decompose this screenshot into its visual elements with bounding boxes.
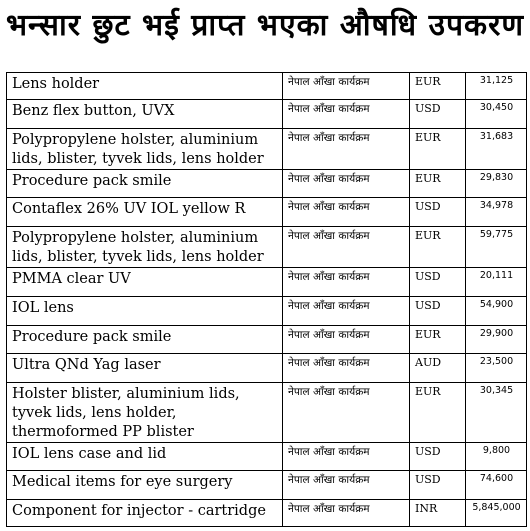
currency-cell: USD [410,297,466,326]
amount-cell: 31,125 [466,73,527,100]
table-row [7,129,527,170]
table-row [7,297,527,326]
item-cell: IOL lens [7,297,283,326]
organization-cell: नेपाल आँखा कार्यक्रम [283,170,410,198]
currency-cell: EUR [410,129,466,170]
item-cell: Holster blister, aluminium lids, tyvek lids, lens holder, thermoformed PP blister [7,383,283,443]
item-cell: Lens holder [7,73,283,100]
table-row [7,354,527,383]
amount-cell: 5,845,000 [466,500,527,527]
amount-cell: 34,978 [466,198,527,227]
amount-cell: 23,500 [466,354,527,383]
organization-cell: नेपाल आँखा कार्यक्रम [283,227,410,268]
currency-cell: USD [410,100,466,129]
item-cell: Procedure pack smile [7,170,283,198]
amount-cell: 30,450 [466,100,527,129]
amount-cell: 59,775 [466,227,527,268]
item-cell: Benz flex button, UVX [7,100,283,129]
item-cell: Procedure pack smile [7,326,283,354]
currency-cell: EUR [410,170,466,198]
table-row [7,383,527,443]
currency-cell: USD [410,268,466,297]
currency-cell: USD [410,471,466,500]
organization-cell: नेपाल आँखा कार्यक्रम [283,354,410,383]
organization-cell: नेपाल आँखा कार्यक्रम [283,500,410,527]
item-cell: PMMA clear UV [7,268,283,297]
currency-cell: USD [410,198,466,227]
organization-cell: नेपाल आँखा कार्यक्रम [283,268,410,297]
organization-cell: नेपाल आँखा कार्यक्रम [283,100,410,129]
amount-cell: 31,683 [466,129,527,170]
table-row [7,326,527,354]
table-row [7,227,527,268]
currency-cell: EUR [410,73,466,100]
organization-cell: नेपाल आँखा कार्यक्रम [283,471,410,500]
item-cell: Polypropylene holster, aluminium lids, blister, tyvek lids, lens holder [7,129,283,170]
currency-cell: EUR [410,326,466,354]
item-cell: IOL lens case and lid [7,443,283,471]
currency-cell: AUD [410,354,466,383]
table-row [7,198,527,227]
amount-cell: 74,600 [466,471,527,500]
amount-cell: 29,830 [466,170,527,198]
equipment-table [6,72,527,527]
page-title: भन्सार छुट भई प्राप्त भएका औषधि उपकरण [5,8,525,43]
table-row [7,268,527,297]
amount-cell: 20,111 [466,268,527,297]
organization-cell: नेपाल आँखा कार्यक्रम [283,383,410,443]
table-row [7,443,527,471]
organization-cell: नेपाल आँखा कार्यक्रम [283,198,410,227]
item-cell: Component for injector - cartridge [7,500,283,527]
table-row [7,500,527,527]
item-cell: Polypropylene holster, aluminium lids, blister, tyvek lids, lens holder [7,227,283,268]
organization-cell: नेपाल आँखा कार्यक्रम [283,73,410,100]
item-cell: Contaflex 26% UV IOL yellow R [7,198,283,227]
table-row [7,100,527,129]
currency-cell: EUR [410,383,466,443]
amount-cell: 30,345 [466,383,527,443]
table-row [7,73,527,100]
table-row [7,170,527,198]
organization-cell: नेपाल आँखा कार्यक्रम [283,297,410,326]
organization-cell: नेपाल आँखा कार्यक्रम [283,129,410,170]
table-row [7,471,527,500]
item-cell: Medical items for eye surgery [7,471,283,500]
amount-cell: 29,900 [466,326,527,354]
organization-cell: नेपाल आँखा कार्यक्रम [283,326,410,354]
item-cell: Ultra QNd Yag laser [7,354,283,383]
currency-cell: EUR [410,227,466,268]
organization-cell: नेपाल आँखा कार्यक्रम [283,443,410,471]
currency-cell: INR [410,500,466,527]
amount-cell: 9,800 [466,443,527,471]
currency-cell: USD [410,443,466,471]
amount-cell: 54,900 [466,297,527,326]
